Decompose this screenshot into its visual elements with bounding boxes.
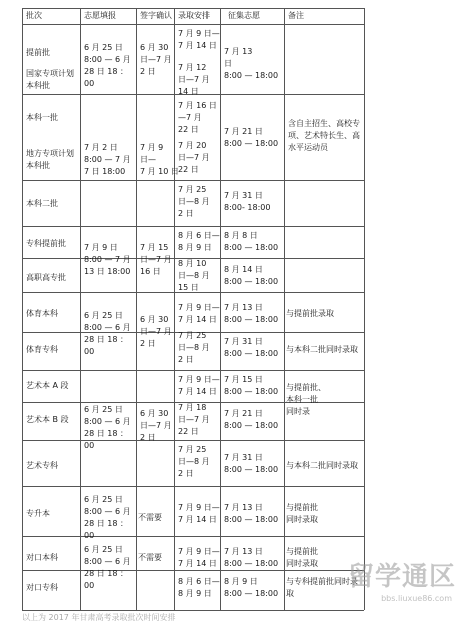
table-row-line (22, 226, 364, 227)
row-fill: 6 月 25 日 8:00 — 6 月 28 日 18 ： 00 (84, 405, 131, 450)
row-note: 与提前批 同时录取 (286, 547, 318, 568)
table-column-line (220, 8, 221, 610)
row-batch: 对口本科 (26, 553, 58, 562)
row-batch: 体育专科 (26, 345, 58, 354)
row-admit: 7 月 9 日— 7 月 14 日 (178, 503, 220, 524)
row-admit: 7 月 9 日— 7 月 14 日 (178, 29, 220, 50)
table-row-line (22, 570, 364, 571)
header-confirm: 签字确认 (140, 11, 172, 20)
row-fill: 6 月 25 日 8:00 — 6 月 28 日 18 ： 00 (84, 495, 131, 540)
table-column-line (174, 8, 175, 610)
row-collect: 8 月 14 日 8:00 — 18:00 (224, 265, 279, 286)
row-confirm: 不需要 (138, 553, 162, 562)
row-note: 与提前批录取 (286, 309, 334, 318)
row-collect: 8 月 9 日 8:00 — 18:00 (224, 577, 279, 598)
row-batch: 本科二批 (26, 199, 58, 208)
row-batch: 本科一批 (26, 113, 58, 122)
row-admit: 7 月 25 日—8 月 2 日 (178, 445, 210, 478)
row-batch: 艺术专科 (26, 461, 58, 470)
table-row-line (22, 180, 364, 181)
table-column-line (80, 8, 81, 610)
table-row-line (22, 370, 364, 371)
row-note: 与提前批、 本科一批 同时录 (286, 383, 326, 416)
header-admit: 录取安排 (178, 11, 210, 20)
row-collect: 7 月 21 日 8:00 — 18:00 (224, 409, 279, 430)
row-collect: 7 月 31 日 8:00 — 18:00 (224, 337, 279, 358)
row-collect: 7 月 13 日 8:00 — 18:00 (224, 547, 279, 568)
row-admit: 8 月 6 日— 8 月 9 日 (178, 231, 220, 252)
row-admit: 8 月 6 日— 8 月 9 日 (178, 577, 220, 598)
row-collect: 7 月 31 日 8:00- 18:00 (224, 191, 271, 212)
row-admit: 7 月 9 日— 7 月 14 日 (178, 547, 220, 568)
row-admit: 7 月 12 日—7 月 14 日 (178, 63, 210, 96)
row-note: 与本科二批同时录取 (286, 461, 358, 470)
table-column-line (22, 8, 23, 610)
header-batch: 批次 (26, 11, 42, 20)
row-collect: 7 月 15 日 8:00 — 18:00 (224, 375, 279, 396)
table-row-line (22, 8, 364, 9)
row-admit: 7 月 25 日—8 月 2 日 (178, 331, 210, 364)
row-collect: 7 月 21 日 8:00 — 18:00 (224, 127, 279, 148)
header-note: 备注 (288, 11, 304, 20)
row-admit: 7 月 20 日—7 月 22 日 (178, 141, 210, 174)
row-confirm: 6 月 30 日—7 月 2 日 (140, 409, 172, 442)
table-row-line (22, 486, 364, 487)
row-admit: 8 月 10 日—8 月 15 日 (178, 259, 210, 292)
row-batch: 提前批 (26, 48, 50, 57)
table-row-line (22, 536, 364, 537)
row-batch: 体育本科 (26, 309, 58, 318)
row-confirm: 7 月 9 日— 7 月 10 日 (140, 143, 179, 176)
row-batch: 国家专项计划 本科批 (26, 69, 74, 90)
row-batch: 专升本 (26, 509, 50, 518)
row-batch: 地方专项计划 本科批 (26, 149, 74, 170)
row-note: 与本科二批同时录取 (286, 345, 358, 354)
header-collect: 征集志愿 (228, 11, 260, 20)
row-confirm: 不需要 (138, 513, 162, 522)
header-fill: 志愿填报 (84, 11, 116, 20)
row-confirm: 6 月 30 日—7 月 2 日 (140, 315, 172, 348)
row-collect: 7 月 13 日 8:00 — 18:00 (224, 47, 279, 80)
row-batch: 高职高专批 (26, 273, 66, 282)
row-fill: 7 月 9 日 8:00 — 7 月 13 日 18:00 (84, 243, 131, 276)
row-batch: 专科提前批 (26, 239, 66, 248)
row-confirm: 6 月 30 日—7 月 2 日 (140, 43, 172, 76)
table-row-line (22, 440, 364, 441)
row-collect: 7 月 31 日 8:00 — 18:00 (224, 453, 279, 474)
faded-footer-text: 以上为 2017 年甘肃高考录取批次时间安排 (22, 613, 176, 622)
row-note: 与专科提前批同时录 取 (286, 577, 358, 598)
row-admit: 7 月 9 日— 7 月 14 日 (178, 303, 220, 324)
row-batch: 艺术本 B 段 (26, 415, 69, 424)
row-collect: 8 月 8 日 8:00 — 18:00 (224, 231, 279, 252)
row-fill: 6 月 25 日 8:00 — 6 月 28 日 18 ： 00 (84, 311, 131, 356)
row-confirm: 7 月 15 日—7 月 16 日 (140, 243, 172, 276)
row-admit: 7 月 18 日—7 月 22 日 (178, 403, 210, 436)
table-column-line (284, 8, 285, 610)
row-collect: 7 月 13 日 8:00 — 18:00 (224, 503, 279, 524)
site-watermark: 留学通区 (347, 562, 456, 592)
row-batch: 对口专科 (26, 583, 58, 592)
row-admit: 7 月 9 日— 7 月 14 日 (178, 375, 220, 396)
row-note: 含自主招生、高校专 项、艺术特长生、高 水平运动员 (288, 119, 360, 152)
row-fill: 7 月 2 日 8:00 — 7 月 7 日 18:00 (84, 143, 131, 176)
row-admit: 7 月 25 日—8 月 2 日 (178, 185, 210, 218)
row-note: 与提前批 同时录取 (286, 503, 318, 524)
table-column-line (136, 8, 137, 610)
row-collect: 7 月 13 日 8:00 — 18:00 (224, 303, 279, 324)
table-row-line (22, 610, 364, 611)
row-batch: 艺术本 A 段 (26, 381, 69, 390)
row-fill: 6 月 25 日 8:00 — 6 月 28 日 18 ： 00 (84, 545, 131, 590)
row-admit: 7 月 16 日 —7 月 22 日 (178, 101, 217, 134)
table-row-line (22, 24, 364, 25)
row-fill: 6 月 25 日 8:00 — 6 月 28 日 18 ： 00 (84, 43, 131, 88)
site-watermark-url: bbs.liuxue86.com (381, 594, 452, 603)
table-column-line (364, 8, 365, 610)
